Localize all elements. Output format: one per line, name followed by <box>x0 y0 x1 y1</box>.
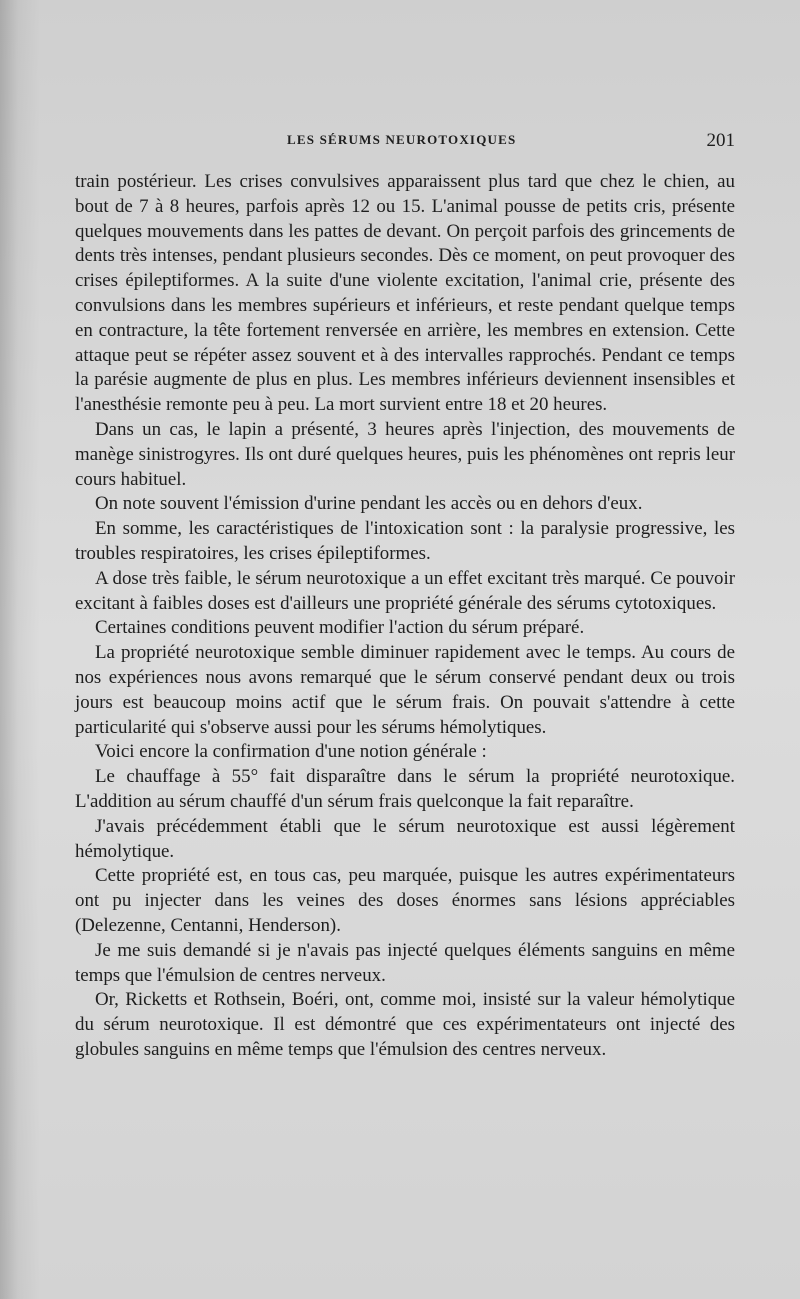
page-header <box>75 132 735 154</box>
paragraph: Dans un cas, le lapin a présenté, 3 heures après l'injection, des mouvements de manège sinistrogyres. Ils ont duré quelques heures, puis les phénomènes ont repris leur cours habituel. <box>75 418 735 490</box>
paragraph: Or, Ricketts et Rothsein, Boéri, ont, comme moi, insisté sur la valeur hémolytique du sérum neurotoxique. Il est démontré que ces expérimentateurs ont injecté des globules sanguins en même temps que l'émulsion des centres nerveux. <box>75 989 735 1060</box>
paragraph: La propriété neurotoxique semble diminuer rapidement avec le temps. Au cours de nos expériences nous avons remarqué que le sérum conservé pendant deux ou trois jours est beaucoup moins actif que le sérum frais. On pouvait s'attendre à cette particularité qui s'observe aussi pour les sérums hémolytiques. <box>75 642 735 738</box>
paragraph: A dose très faible, le sérum neurotoxique a un effet excitant très marqué. Ce pouvoir excitant à faibles doses est d'ailleurs une propriété générale des sérums cytotoxiques. <box>75 567 735 614</box>
body-text <box>75 170 735 1063</box>
paragraph: On note souvent l'émission d'urine pendant les accès ou en dehors d'eux. <box>95 493 643 515</box>
paragraph: Le chauffage à 55° fait disparaître dans le sérum la propriété neurotoxique. L'addition au sérum chauffé d'un sérum frais quelconque la fait reparaître. <box>75 766 735 812</box>
running-title: LES SÉRUMS NEUROTOXIQUES <box>287 132 517 147</box>
paragraph: J'avais précédemment établi que le sérum neurotoxique est aussi légèrement hémolytique. <box>75 815 735 862</box>
paragraph: Cette propriété est, en tous cas, peu marquée, puisque les autres expérimentateurs ont pu injecter dans les veines des doses énormes sans lésions appréciables (Delezenne, Centanni, Henderson). <box>75 865 735 936</box>
paragraph: Certaines conditions peuvent modifier l'action du sérum préparé. <box>95 617 585 639</box>
paragraph: Je me suis demandé si je n'avais pas injecté quelques éléments sanguins en même temps que l'émulsion de centres nerveux. <box>75 939 735 986</box>
paragraph: train postérieur. Les crises convulsives apparaissent plus tard que chez le chien, au bout de 7 à 8 heures, parfois après 12 ou 15. L'animal pousse de petits cris, présente quelques mouvements dans les pattes de devant. On perçoit parfois des grincements de dents très intenses, pendant plusieurs secondes. Dès ce moment, on peut provoquer des crises épileptiformes. A la suite d'une violente excitation, l'animal crie, présente des convulsions dans les membres supérieurs et inférieurs, et reste pendant quelque temps en contracture, la tête fortement renversée en arrière, les membres en extension. Cette attaque peut se répéter assez souvent et à des intervalles rapprochés. Pendant ce temps la parésie augmente de plus en plus. Les membres inférieurs deviennent insensibles et l'anesthésie remonte peu à peu. La mort survient entre 18 et 20 heures. <box>75 171 735 416</box>
paragraph: Voici encore la confirmation d'une notion générale : <box>95 741 487 763</box>
paragraph: En somme, les caractéristiques de l'intoxication sont : la paralysie progressive, les troubles respiratoires, les crises épileptiformes. <box>75 518 735 564</box>
page-number: 201 <box>706 130 735 151</box>
